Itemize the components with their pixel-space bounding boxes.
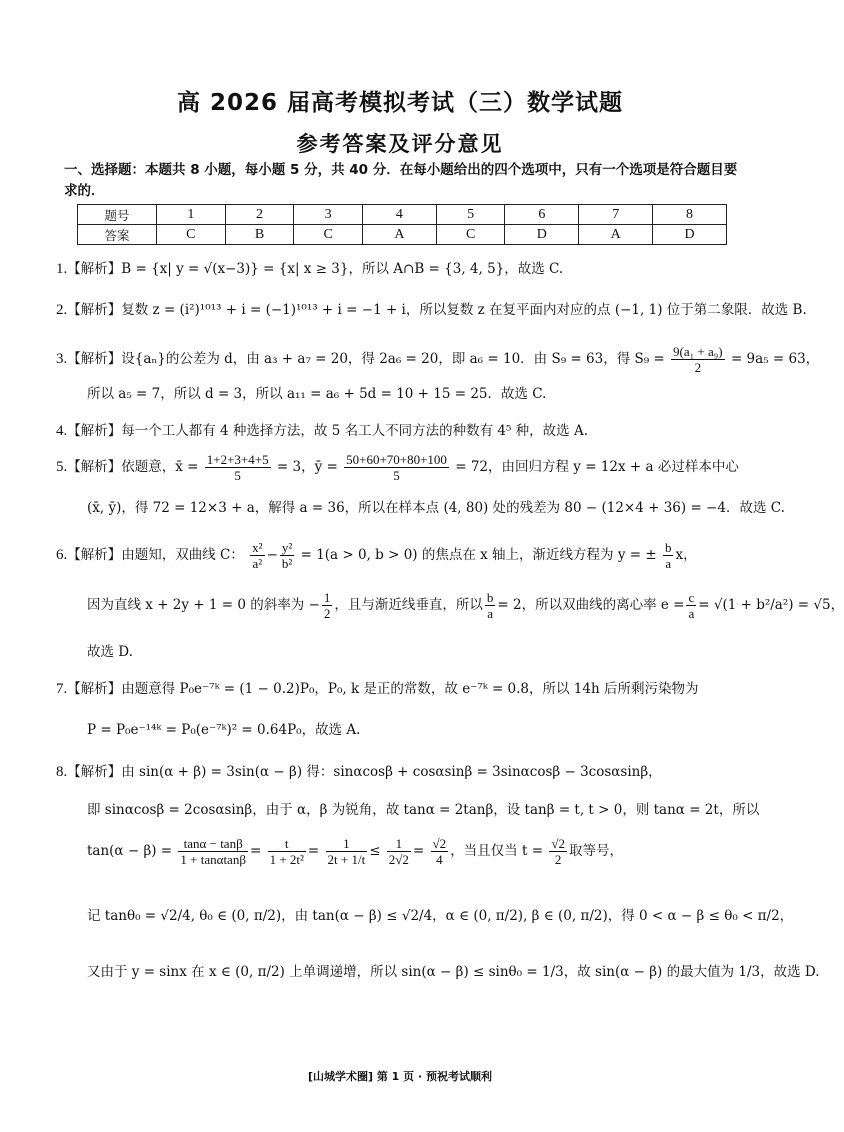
fraction-numerator: 1	[326, 836, 368, 852]
question-number: 3	[294, 205, 363, 225]
solution-text: =	[249, 843, 262, 859]
fraction	[663, 540, 674, 571]
fraction	[178, 836, 248, 867]
solution-tag: 【解析】	[67, 764, 122, 780]
fraction-denominator: a	[688, 606, 695, 621]
answer-cell: A	[579, 225, 653, 245]
fraction	[205, 452, 271, 483]
fraction	[686, 590, 696, 621]
page-footer: [山城学术圈] 第 1 页 · 预祝考试顺利	[307, 1070, 493, 1083]
solution-text: = 2，所以双曲线的离心率 e =	[497, 597, 685, 613]
solution-number: 3.	[56, 351, 68, 367]
fraction-numerator: x²	[252, 540, 263, 555]
fraction-denominator: 5	[234, 468, 241, 483]
answer-table	[77, 204, 727, 245]
fraction	[671, 344, 725, 375]
solution-text: 由题意得 P₀e⁻⁷ᵏ = (1 − 0.2)P₀，P₀, k 是正的常数，故 e⁻⁷ᵏ = 0.8，所以 14h 后所剩污染物为	[121, 681, 699, 697]
fraction-denominator: 2	[694, 360, 702, 375]
solution-text: = 1(a > 0, b > 0) 的焦点在 x 轴上，渐近线方程为 y = ±	[300, 547, 657, 563]
fraction-numerator: y²	[281, 540, 293, 555]
fraction-denominator: 1 + 2t²	[269, 852, 304, 867]
fraction	[250, 540, 264, 571]
question-number: 7	[579, 205, 653, 225]
solution-number: 4.	[56, 423, 68, 439]
fraction-numerator: 1	[323, 590, 331, 605]
fraction-numerator: 1+2+3+4+5	[206, 452, 269, 467]
solution-text: = √(1 + b²/a²) = √5，	[698, 597, 844, 613]
solution-text: =	[307, 843, 320, 859]
fraction-numerator: 50+60+70+80+100	[346, 452, 447, 467]
solution-text: = 3，ȳ =	[276, 459, 338, 475]
solution-tag: 【解析】	[67, 351, 122, 367]
section-heading-line2: 求的．	[64, 183, 105, 199]
fraction-denominator: a	[665, 556, 672, 571]
solution-4	[56, 421, 756, 441]
fraction-numerator: √2	[432, 836, 447, 851]
solution-text: = 72，由回归方程 y = 12x + a 必过样本中心	[455, 459, 739, 475]
solution-number: 7.	[56, 681, 68, 697]
solution-number: 5.	[56, 459, 68, 475]
fraction	[268, 836, 306, 867]
solution-3-line-2: 所以 a₅ = 7，所以 d = 3，所以 a₁₁ = a₆ + 5d = 10 + 15 = 25．故选 C.	[87, 386, 547, 402]
solution-tag: 【解析】	[67, 681, 122, 697]
solution-text: =	[412, 843, 425, 859]
question-number: 1	[157, 205, 226, 225]
solution-text: 依题意，x̄ =	[121, 459, 199, 475]
solution-text: 由题知，双曲线 C：	[121, 547, 244, 563]
solution-8-line-4: 记 tanθ₀ = √2/4, θ₀ ∈ (0, π/2)，由 tan(α − β) ≤ √2/4，α ∈ (0, π/2), β ∈ (0, π/2)，得 0 < α − β ≤ θ₀ < π/2，	[87, 908, 794, 924]
solution-tag: 【解析】	[67, 459, 122, 475]
answer-cell: A	[362, 225, 436, 245]
solution-7-line-2: P = P₀e⁻¹⁴ᵏ = P₀(e⁻⁷ᵏ)² = 0.64P₀，故选 A.	[87, 722, 361, 738]
solution-6-line-1	[56, 540, 756, 571]
fraction-denominator: 2t + 1/t	[327, 852, 366, 867]
solution-2	[56, 300, 807, 320]
solution-text: ，且与渐近线垂直，所以	[334, 597, 483, 613]
fraction	[431, 836, 449, 867]
solution-text: 取等号，	[568, 843, 623, 859]
fraction	[344, 452, 449, 483]
solution-text: 设{aₙ}的公差为 d，由 a₃ + a₇ = 20，得 2a₆ = 20，即 a₆ = 10．由 S₉ = 63，得 S₉ =	[121, 351, 665, 367]
solution-text: 因为直线 x + 2y + 1 = 0 的斜率为 −	[87, 597, 320, 613]
fraction-numerator: b	[664, 540, 672, 555]
page-subtitle: 参考答案及评分意见	[296, 132, 504, 156]
solution-text: ，当且仅当 t =	[450, 843, 544, 859]
answer-cell: B	[225, 225, 294, 245]
solution-tag: 【解析】	[67, 423, 122, 439]
fraction	[322, 590, 333, 621]
fraction-numerator: √2	[551, 836, 565, 851]
solution-text: tan(α − β) =	[87, 843, 173, 859]
fraction-numerator: 1	[387, 836, 411, 852]
solution-text: 由 sin(α + β) = 3sin(α − β) 得：sinαcosβ + cosαsinβ = 3sinαcosβ − 3cosαsinβ，	[121, 764, 662, 780]
fraction-denominator: a²	[252, 556, 263, 571]
fraction-numerator: t	[268, 836, 306, 852]
fraction-denominator: 2	[554, 852, 562, 867]
fraction-numerator: c	[688, 590, 695, 605]
solution-8-line-1	[56, 762, 756, 782]
solution-5-line-1	[56, 452, 756, 483]
answer-cell: C	[157, 225, 226, 245]
fraction	[387, 836, 411, 867]
solution-number: 8.	[56, 764, 68, 780]
solution-text: −	[266, 547, 278, 563]
solution-6-line-3: 故选 D.	[87, 644, 133, 660]
fraction-denominator: 2√2	[388, 852, 409, 867]
solution-3-line-1	[56, 344, 820, 375]
solution-text: = 9a₅ = 63，	[730, 351, 820, 367]
solution-tag: 【解析】	[67, 547, 122, 563]
answer-cell: D	[505, 225, 579, 245]
solution-1	[56, 259, 756, 279]
page-title: 高 2026 届高考模拟考试（三）数学试题	[176, 90, 624, 116]
solution-7-line-1	[56, 679, 756, 699]
solution-8-line-5: 又由于 y = sinx 在 x ∈ (0, π/2) 上单调递增，所以 sin(α − β) ≤ sinθ₀ = 1/3，故 sin(α − β) 的最大值为 1/3，故选 D.	[87, 964, 820, 980]
solution-tag: 【解析】	[67, 302, 122, 318]
fraction	[280, 540, 294, 571]
fraction	[326, 836, 368, 867]
fraction	[485, 590, 496, 621]
solution-number: 1.	[56, 261, 68, 277]
answer-table-row-answers	[78, 225, 727, 245]
solution-5-line-2: (x̄, ȳ)，得 72 = 12×3 + a，解得 a = 36，所以在样本点 (4, 80) 处的残差为 80 − (12×4 + 36) = −4．故选 C.	[87, 500, 785, 516]
solution-text: x，	[675, 547, 697, 563]
question-number: 8	[653, 205, 727, 225]
fraction	[549, 836, 567, 867]
solution-8-line-3	[87, 836, 787, 867]
answer-cell: D	[653, 225, 727, 245]
solution-6-line-2	[87, 590, 844, 621]
fraction-denominator: 4	[436, 852, 443, 867]
fraction-numerator: b	[486, 590, 494, 605]
solution-tag: 【解析】	[67, 261, 122, 277]
answer-table-row-numbers	[78, 205, 727, 225]
fraction-numerator: 9(a₁ + a₉)	[673, 344, 723, 359]
question-number: 6	[505, 205, 579, 225]
section-heading	[64, 160, 764, 202]
solution-text: B = {x| y = √(x−3)} = {x| x ≥ 3}，所以 A∩B = {3, 4, 5}，故选 C.	[121, 261, 564, 277]
section-heading-line1: 一、选择题：本题共 8 小题，每小题 5 分，共 40 分．在每小题给出的四个选项中，只有一个选项是符合题目要	[64, 162, 738, 178]
table-header-answer: 答案	[78, 225, 157, 245]
question-number: 2	[225, 205, 294, 225]
fraction-numerator: tanα − tanβ	[178, 836, 248, 852]
table-header-number: 题号	[78, 205, 157, 225]
fraction-denominator: 2	[323, 606, 331, 621]
solution-8-line-2: 即 sinαcosβ = 2cosαsinβ，由于 α，β 为锐角，故 tanα = 2tanβ，设 tanβ = t, t > 0，则 tanα = 2t，所以	[87, 802, 760, 818]
answer-cell: C	[294, 225, 363, 245]
solution-text: 每一个工人都有 4 种选择方法，故 5 名工人不同方法的种数有 4⁵ 种，故选 A.	[121, 423, 589, 439]
question-number: 4	[362, 205, 436, 225]
solution-text: 复数 z = (i²)¹⁰¹³ + i = (−1)¹⁰¹³ + i = −1 + i，所以复数 z 在复平面内对应的点 (−1, 1) 位于第二象限．故选 B.	[121, 302, 807, 318]
question-number: 5	[436, 205, 505, 225]
fraction-denominator: b²	[281, 556, 293, 571]
solution-number: 6.	[56, 547, 68, 563]
solution-text: ≤	[369, 843, 381, 859]
fraction-denominator: a	[487, 606, 494, 621]
fraction-denominator: 5	[393, 468, 400, 483]
fraction-denominator: 1 + tanαtanβ	[180, 852, 246, 867]
answer-cell: C	[436, 225, 505, 245]
solution-number: 2.	[56, 302, 68, 318]
